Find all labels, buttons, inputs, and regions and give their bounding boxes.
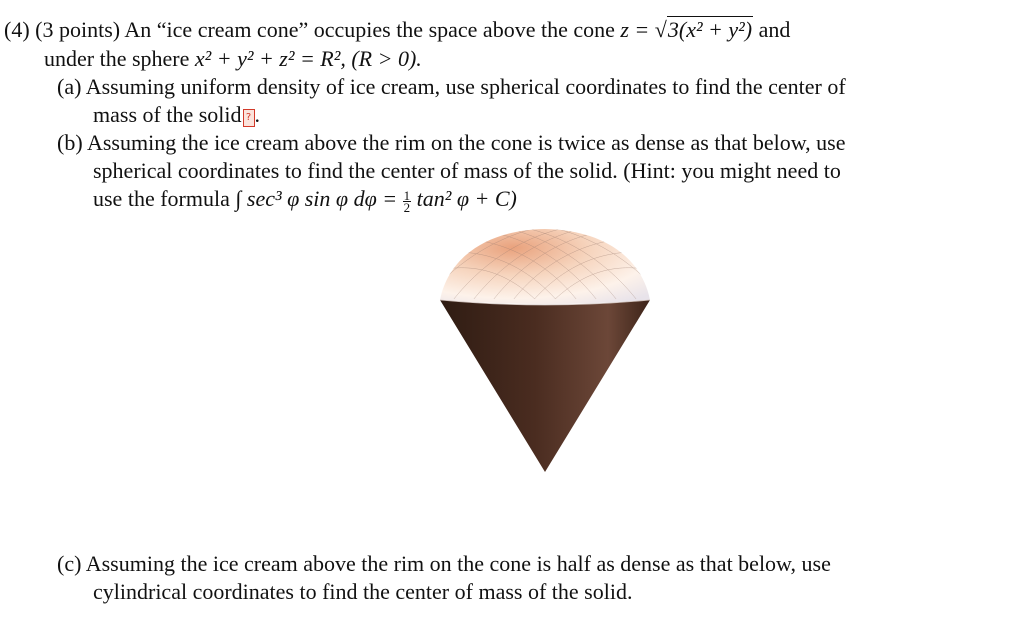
ice-cream-cone-3d-figure bbox=[430, 224, 660, 474]
problem-line-2 bbox=[44, 46, 422, 72]
part-c-text-2: cylindrical coordinates to find the center of mass of the solid. bbox=[93, 579, 633, 604]
problem-number: (4) bbox=[4, 17, 30, 42]
cone-equation-lhs: z = bbox=[620, 17, 650, 42]
part-a-text-1: Assuming uniform density of ice cream, use spherical coordinates to find the center of bbox=[85, 74, 846, 99]
part-a-period: . bbox=[254, 102, 260, 127]
part-b-formula-prefix: use the formula bbox=[93, 186, 230, 211]
and-word: and bbox=[758, 17, 791, 42]
part-b-text-2: spherical coordinates to find the center of mass of the solid. (Hint: you might need to bbox=[93, 158, 841, 183]
fraction-numerator: 1 bbox=[403, 188, 411, 203]
part-b-line-2 bbox=[93, 158, 841, 184]
problem-points: (3 points) bbox=[35, 17, 121, 42]
problem-intro-2: under the sphere bbox=[44, 46, 190, 71]
part-a-label: (a) bbox=[57, 74, 82, 99]
part-a-text-2: mass of the solid bbox=[93, 102, 242, 127]
part-c-line-2 bbox=[93, 579, 632, 605]
sphere-equation: x² + y² + z² = R², (R > 0). bbox=[194, 46, 422, 71]
part-c-line-1 bbox=[57, 551, 831, 577]
part-b-formula-fraction bbox=[403, 190, 412, 213]
cone-equation-radicand: 3(x² + y²) bbox=[667, 17, 753, 42]
problem-intro-1: An “ice cream cone” occupies the space above the cone bbox=[124, 17, 615, 42]
part-b-formula-integral: ∫ sec³ φ sin φ dφ = bbox=[235, 186, 398, 211]
part-b-line-3 bbox=[93, 186, 517, 213]
problem-line-1 bbox=[4, 17, 790, 43]
part-b-label: (b) bbox=[57, 130, 83, 155]
ice-cream-cap bbox=[440, 229, 650, 304]
part-c-text-1: Assuming the ice cream above the rim on the cone is half as dense as that below, use bbox=[85, 551, 831, 576]
part-c-label: (c) bbox=[57, 551, 82, 576]
part-b-line-1 bbox=[57, 130, 846, 156]
fraction-denominator: 2 bbox=[403, 200, 411, 215]
part-a-line-1 bbox=[57, 74, 846, 100]
part-b-formula-rest: tan² φ + C) bbox=[416, 186, 517, 211]
part-a-line-2 bbox=[93, 102, 260, 128]
cone-equation-sqrt: √3(x² + y²) bbox=[654, 17, 753, 42]
part-b-text-1: Assuming the ice cream above the rim on the cone is twice as dense as that below, use bbox=[86, 130, 846, 155]
cone-body bbox=[440, 300, 650, 472]
comment-marker-icon[interactable]: ? bbox=[243, 109, 255, 127]
